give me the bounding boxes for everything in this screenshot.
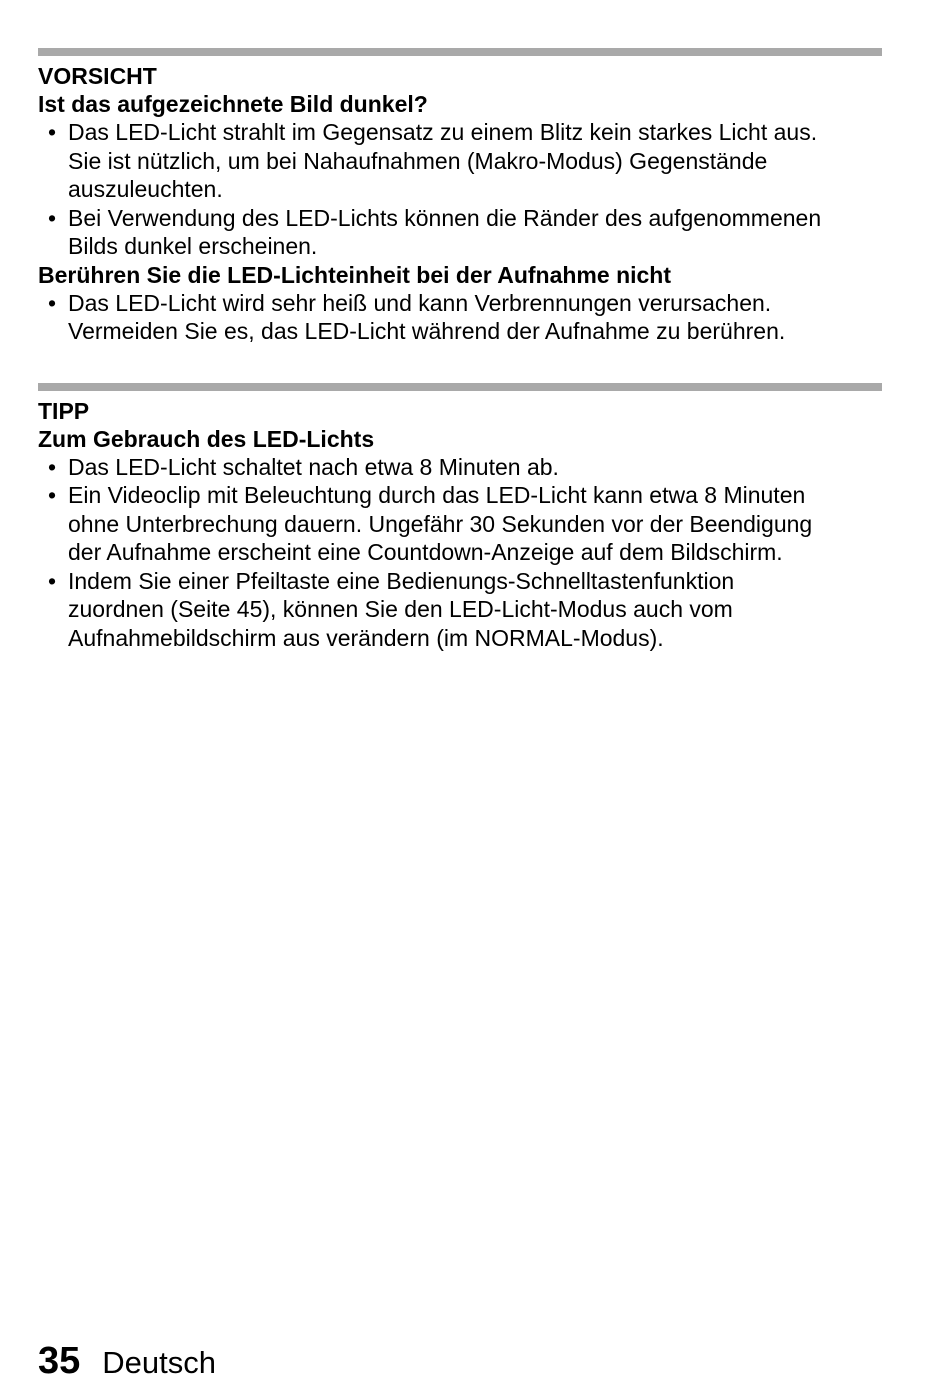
- vorsicht-heading-dark-image: Ist das aufgezeichnete Bild dunkel?: [38, 91, 428, 117]
- vorsicht-label: VORSICHT: [38, 63, 157, 89]
- tipp-section: [38, 383, 882, 653]
- list-item: [38, 289, 882, 346]
- list-item-line: zuordnen (Seite 45), können Sie den LED-Licht-Modus auch vom: [68, 596, 733, 622]
- list-item-line: Das LED-Licht schaltet nach etwa 8 Minuten ab.: [68, 453, 559, 480]
- section-divider: [38, 383, 882, 391]
- bullet-icon: •: [47, 204, 57, 231]
- list-item: [38, 204, 882, 261]
- vorsicht-section: [38, 48, 882, 346]
- list-item-line: Das LED-Licht wird sehr heiß und kann Verbrennungen verursachen.: [68, 289, 772, 316]
- list-item: [38, 481, 882, 567]
- list-item-line: auszuleuchten.: [68, 176, 223, 202]
- list-item-line: Bilds dunkel erscheinen.: [68, 233, 318, 259]
- bullet-icon: •: [47, 482, 57, 508]
- list-item-line: Das LED-Licht strahlt im Gegensatz zu einem Blitz kein starkes Licht aus.: [68, 119, 818, 145]
- page-content: [38, 48, 882, 652]
- bullet-icon: •: [47, 453, 57, 480]
- list-item-line: ohne Unterbrechung dauern. Ungefähr 30 Sekunden vor der Beendigung: [68, 510, 813, 537]
- list-item-line: Indem Sie einer Pfeiltaste eine Bedienungs-Schnelltastenfunktion: [68, 567, 735, 594]
- section-divider: [38, 48, 882, 56]
- page-footer: [38, 1337, 216, 1385]
- bullet-icon: •: [47, 119, 57, 145]
- bullet-list: [38, 453, 882, 653]
- list-item: [38, 567, 882, 653]
- list-item: [38, 453, 882, 482]
- list-item: [38, 118, 882, 204]
- list-item-line: Sie ist nützlich, um bei Nahaufnahmen (Makro-Modus) Gegenstände: [68, 147, 768, 174]
- list-item-line: Ein Videoclip mit Beleuchtung durch das LED-Licht kann etwa 8 Minuten: [68, 482, 806, 508]
- vorsicht-heading-do-not-touch: Berühren Sie die LED-Lichteinheit bei der Aufnahme nicht: [38, 261, 672, 288]
- bullet-list: [38, 118, 882, 261]
- list-item-line: Bei Verwendung des LED-Lichts können die Ränder des aufgenommenen: [68, 204, 822, 231]
- tipp-label: TIPP: [38, 397, 90, 424]
- list-item-line: Vermeiden Sie es, das LED-Licht während der Aufnahme zu berühren.: [68, 318, 786, 344]
- bullet-list: [38, 289, 882, 346]
- page-number: 35: [38, 1340, 81, 1382]
- tipp-heading-led-usage: Zum Gebrauch des LED-Lichts: [38, 425, 375, 452]
- list-item-line: der Aufnahme erscheint eine Countdown-Anzeige auf dem Bildschirm.: [68, 539, 783, 565]
- bullet-icon: •: [47, 289, 57, 316]
- language-label: Deutsch: [102, 1345, 217, 1380]
- bullet-icon: •: [47, 567, 57, 594]
- list-item-line: Aufnahmebildschirm aus verändern (im NORMAL-Modus).: [68, 624, 664, 651]
